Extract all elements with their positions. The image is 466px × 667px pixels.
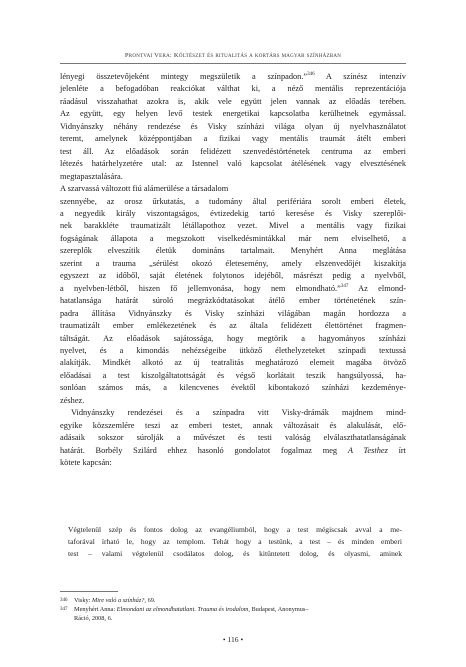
running-head: Prontvai Vera: Költészet és ritualitás a kortárs magyar színházban [124,52,342,59]
text-line: a nyelvben-létből, hiszen fő jellemvonása, hogy nem elmondható.”$^{347}$ Az elmond- [60,283,406,293]
text-line: adásaik sokszor súrolják a művészet és testi valóság elválaszthatatlanságának [60,433,406,443]
text-line: egyszezt az időből, saját életének folytonos idejéből, másrészt pedig a nyelvből, [60,271,406,281]
footnotes [60,596,406,623]
book-title: A Testhez [347,445,388,455]
quote-line: Végtelenül szép és fontos dolog az evangéliumból, hogy a test mégiscsak avval a me- [68,525,402,534]
text-line: teremt, amelynek középpontjában a fizikai vagy mentális traumát átélt emberi [60,134,406,144]
footnote-title: Elmondani az elmondhatatlant. Trauma és irodalom [116,606,249,613]
quote-line: taforával írható le, hogy az templom. Tehát hogy a testünk, a test – és minden emberi [68,536,402,546]
header-rule [60,63,406,64]
quote-line: test – valami végtelenül csodálatos dolog, és kitüntetett dolog, és olyasmi, aminek [68,548,402,558]
paragraph-1 [60,71,406,407]
text-line: határát. Borbély Szilárd ehhez hasonló gondolatot fogalmaz meg A Testhez írt [60,445,406,455]
text-line: nek barakkléte traumatizált létállapothoz vezet. Mivel a mentális vagy fizikai [60,221,406,231]
text-line: ráadásul visszahathat azokra is, akik vele együtt jelen vannak az előadás terében. [60,96,406,106]
text-line: szerint a trauma „sérülést okozó életesemény, amely elszenvedőjét kiszakítja [60,258,406,268]
text-line: sonlóan számos más, a kilencvenes évektől kibontakozó színházi kezdeménye- [60,383,406,393]
text-line: fogságának állapota a megszokott viselkedésmintákkal már nem elviselhető, a [60,233,406,243]
footnote-346: 346 Visky: Mire való a színház?, 69. [60,597,156,604]
text-line: Vidnyánszky rendezései és a színpadra vitt Visky-drámák majdnem mind- [71,408,406,418]
text-line: létezés határhelyzetére utal: az Istennel való kapcsolat átélésének vagy elvesztésének megtapasztalására. [60,159,406,181]
footnote-347: 347 Menyhért Anna: Elmondani az elmondhatatlant. Trauma és irodalom, Budapest, Anonymus– [60,606,309,613]
text-line: hatatlansága határát súroló megrázkódtatásokat átélő ember történetének szín- [60,296,406,306]
footnote-number: 346 [60,598,68,603]
text-line: nyelvet, és a kimondás nehézségeibe ütköző élethelyzeteket színpadi textussá [60,345,406,355]
text-line: alakítják. Mindkét alkotó az új teatralitás meghatározó elemeit magába ötvöző [60,358,406,368]
footnote-ref-347[interactable]: 347 [340,283,349,289]
footnote-title: Mire való a színház? [92,597,145,604]
footnote-rule [60,591,118,592]
text-line: jelenléte a befogadóban reakciókat válthat ki, a néző mentális reprezentációja [60,84,406,94]
text-line: zéshez. [60,395,85,405]
footnote-ref-346[interactable]: 346 [307,72,315,78]
text-line: Vidnyánszky néhány rendezése és Visky színházi világa olyan új nyelvhasználatot [60,121,406,131]
text-line: kötete kapcsán: [60,458,112,468]
text-line: egyike közszemlére teszi az emberi testet, annak változásait és alakulását, elő- [60,420,406,430]
text-line: padra állítása Vidnyánszky és Visky színházi világában magán hordozza a [60,308,406,318]
page-number: • 116 • [222,635,244,644]
text-line: Az együtt, egy helyen levő testek energetikai kapcsolatba kerülhetnek egymással. [60,109,406,119]
footnote-347-continued: Ráció, 2008, 6. [74,615,113,622]
text-line: a negyedik király viszontagságos, évtizedekig tartó keresése és Visky szereplői- [60,208,406,218]
text-line: szereplők elveszítik életük domináns tartalmait. Menyhért Anna meglátása [60,246,406,256]
block-quote [68,524,402,560]
text-line: szennyébe, az orosz űrkutatás, a tudomány által perifériára sorolt emberi életek, [60,196,406,206]
text-line: lényegi összetevőjeként mintegy megszületik a színpadon.”$^{346}$ A színész intenzív [60,72,406,81]
text-line: test áll. Az előadások során felidézett szenvedéstörténetek centruma az emberi [60,146,406,156]
footnote-number: 347 [60,607,68,612]
paragraph-2 [60,407,406,469]
text-line: előadásai a test kiszolgáltatottságát és végső korlátait teszik hangsúlyossá, ha- [60,370,406,380]
text-line: táltságát. Az előadások sajátossága, hogy megtörik a hagyományos színházi [60,333,406,343]
text-line: A szarvassá változott fiú alámerülése a társadalom [60,184,229,194]
text-line: traumatizált ember emlékezetének és az általa felidézett élettörténet fragmen- [60,321,406,331]
body-text [60,71,406,470]
